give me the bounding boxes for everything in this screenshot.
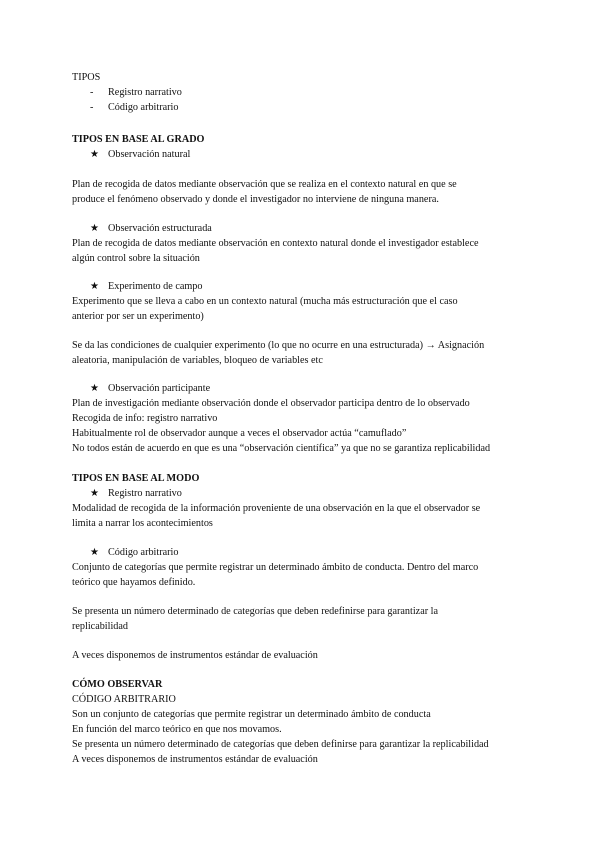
text-line: produce el fenómeno observado y donde el investigador no interviene de ninguna manera. bbox=[72, 194, 439, 205]
star-icon: ★ bbox=[90, 223, 100, 234]
star-icon: ★ bbox=[90, 547, 100, 558]
text-line: Se presenta un número determinado de categorías que deben definirse para garantizar la replicabilidad bbox=[72, 739, 489, 750]
text-line: Plan de recogida de datos mediante observación que se realiza en el contexto natural en que se bbox=[72, 179, 457, 190]
paragraph bbox=[72, 396, 532, 456]
list-item-text: Registro narrativo bbox=[108, 87, 182, 98]
paragraph bbox=[72, 501, 532, 531]
text-line: algún control sobre la situación bbox=[72, 253, 200, 264]
text-line: En función del marco teórico en que nos movamos. bbox=[72, 724, 282, 735]
text-line: No todos están de acuerdo en que es una “observación científica” ya que no se garantiza replicabilidad bbox=[72, 443, 491, 454]
paragraph bbox=[72, 294, 532, 324]
text-line: Plan de recogida de datos mediante observación en contexto natural donde el investigador establece bbox=[72, 238, 479, 249]
text-line: anterior por ser un experimento) bbox=[72, 311, 204, 322]
text-line: Habitualmente rol de observador aunque a veces el observador actúa “camuflado” bbox=[72, 428, 407, 439]
bullet-natural bbox=[90, 147, 190, 162]
paragraph bbox=[72, 177, 532, 207]
paragraph bbox=[72, 604, 532, 634]
star-icon: ★ bbox=[90, 281, 100, 292]
paragraph bbox=[72, 560, 532, 590]
text-line: Modalidad de recogida de la información proveniente de una observación en la que el observador se bbox=[72, 503, 481, 514]
paragraph bbox=[72, 707, 532, 767]
text-line: limita a narrar los acontecimientos bbox=[72, 518, 213, 529]
tipos-heading: TIPOS bbox=[72, 72, 101, 83]
modo-heading: TIPOS EN BASE AL MODO bbox=[72, 473, 200, 484]
text-line: Plan de investigación mediante observación donde el observador participa dentro de lo observado bbox=[72, 398, 470, 409]
list-item-text: Código arbitrario bbox=[108, 102, 179, 113]
text-line: Conjunto de categorías que permite registrar un determinado ámbito de conducta. Dentro del marco bbox=[72, 562, 479, 573]
star-icon: ★ bbox=[90, 149, 100, 160]
bullet-participante bbox=[90, 381, 210, 396]
text-line: Se da las condiciones de cualquier experimento (lo que no ocurre en una estructurada) → Asignación bbox=[72, 340, 485, 351]
star-icon: ★ bbox=[90, 488, 100, 499]
grado-heading: TIPOS EN BASE AL GRADO bbox=[72, 134, 205, 145]
text-line: Experimento que se lleva a cabo en un contexto natural (mucha más estructuración que el caso bbox=[72, 296, 458, 307]
text-line: Se presenta un número determinado de categorías que deben redefinirse para garantizar la bbox=[72, 606, 439, 617]
bullet-title: Observación participante bbox=[108, 383, 211, 394]
bullet-title: Código arbitrario bbox=[108, 547, 179, 558]
bullet-narrativo bbox=[90, 486, 182, 501]
paragraph: A veces disponemos de instrumentos estándar de evaluación bbox=[72, 650, 318, 661]
text-line: teórico que hayamos definido. bbox=[72, 577, 196, 588]
text-line: replicabilidad bbox=[72, 621, 129, 632]
list-item: - Código arbitrario bbox=[90, 102, 179, 113]
bullet-title: Registro narrativo bbox=[108, 488, 182, 499]
bullet-title: Experimento de campo bbox=[108, 281, 203, 292]
list-item: - Registro narrativo bbox=[90, 87, 182, 98]
text-line: aleatoria, manipulación de variables, bloqueo de variables etc bbox=[72, 355, 323, 366]
star-icon: ★ bbox=[90, 383, 100, 394]
bullet-title: Observación estructurada bbox=[108, 223, 212, 234]
text-line: Son un conjunto de categorías que permite registrar un determinado ámbito de conducta bbox=[72, 709, 431, 720]
paragraph bbox=[72, 236, 532, 266]
bullet-campo bbox=[90, 279, 202, 294]
bullet-title: Observación natural bbox=[108, 149, 191, 160]
bullet-arbitrario bbox=[90, 545, 178, 560]
como-heading: CÓMO OBSERVAR bbox=[72, 679, 163, 690]
bullet-estructurada bbox=[90, 221, 212, 236]
text-line: A veces disponemos de instrumentos estándar de evaluación bbox=[72, 754, 318, 765]
como-subheading: CÓDIGO ARBITRARIO bbox=[72, 694, 176, 705]
text-line: Recogida de info: registro narrativo bbox=[72, 413, 218, 424]
paragraph bbox=[72, 338, 532, 368]
